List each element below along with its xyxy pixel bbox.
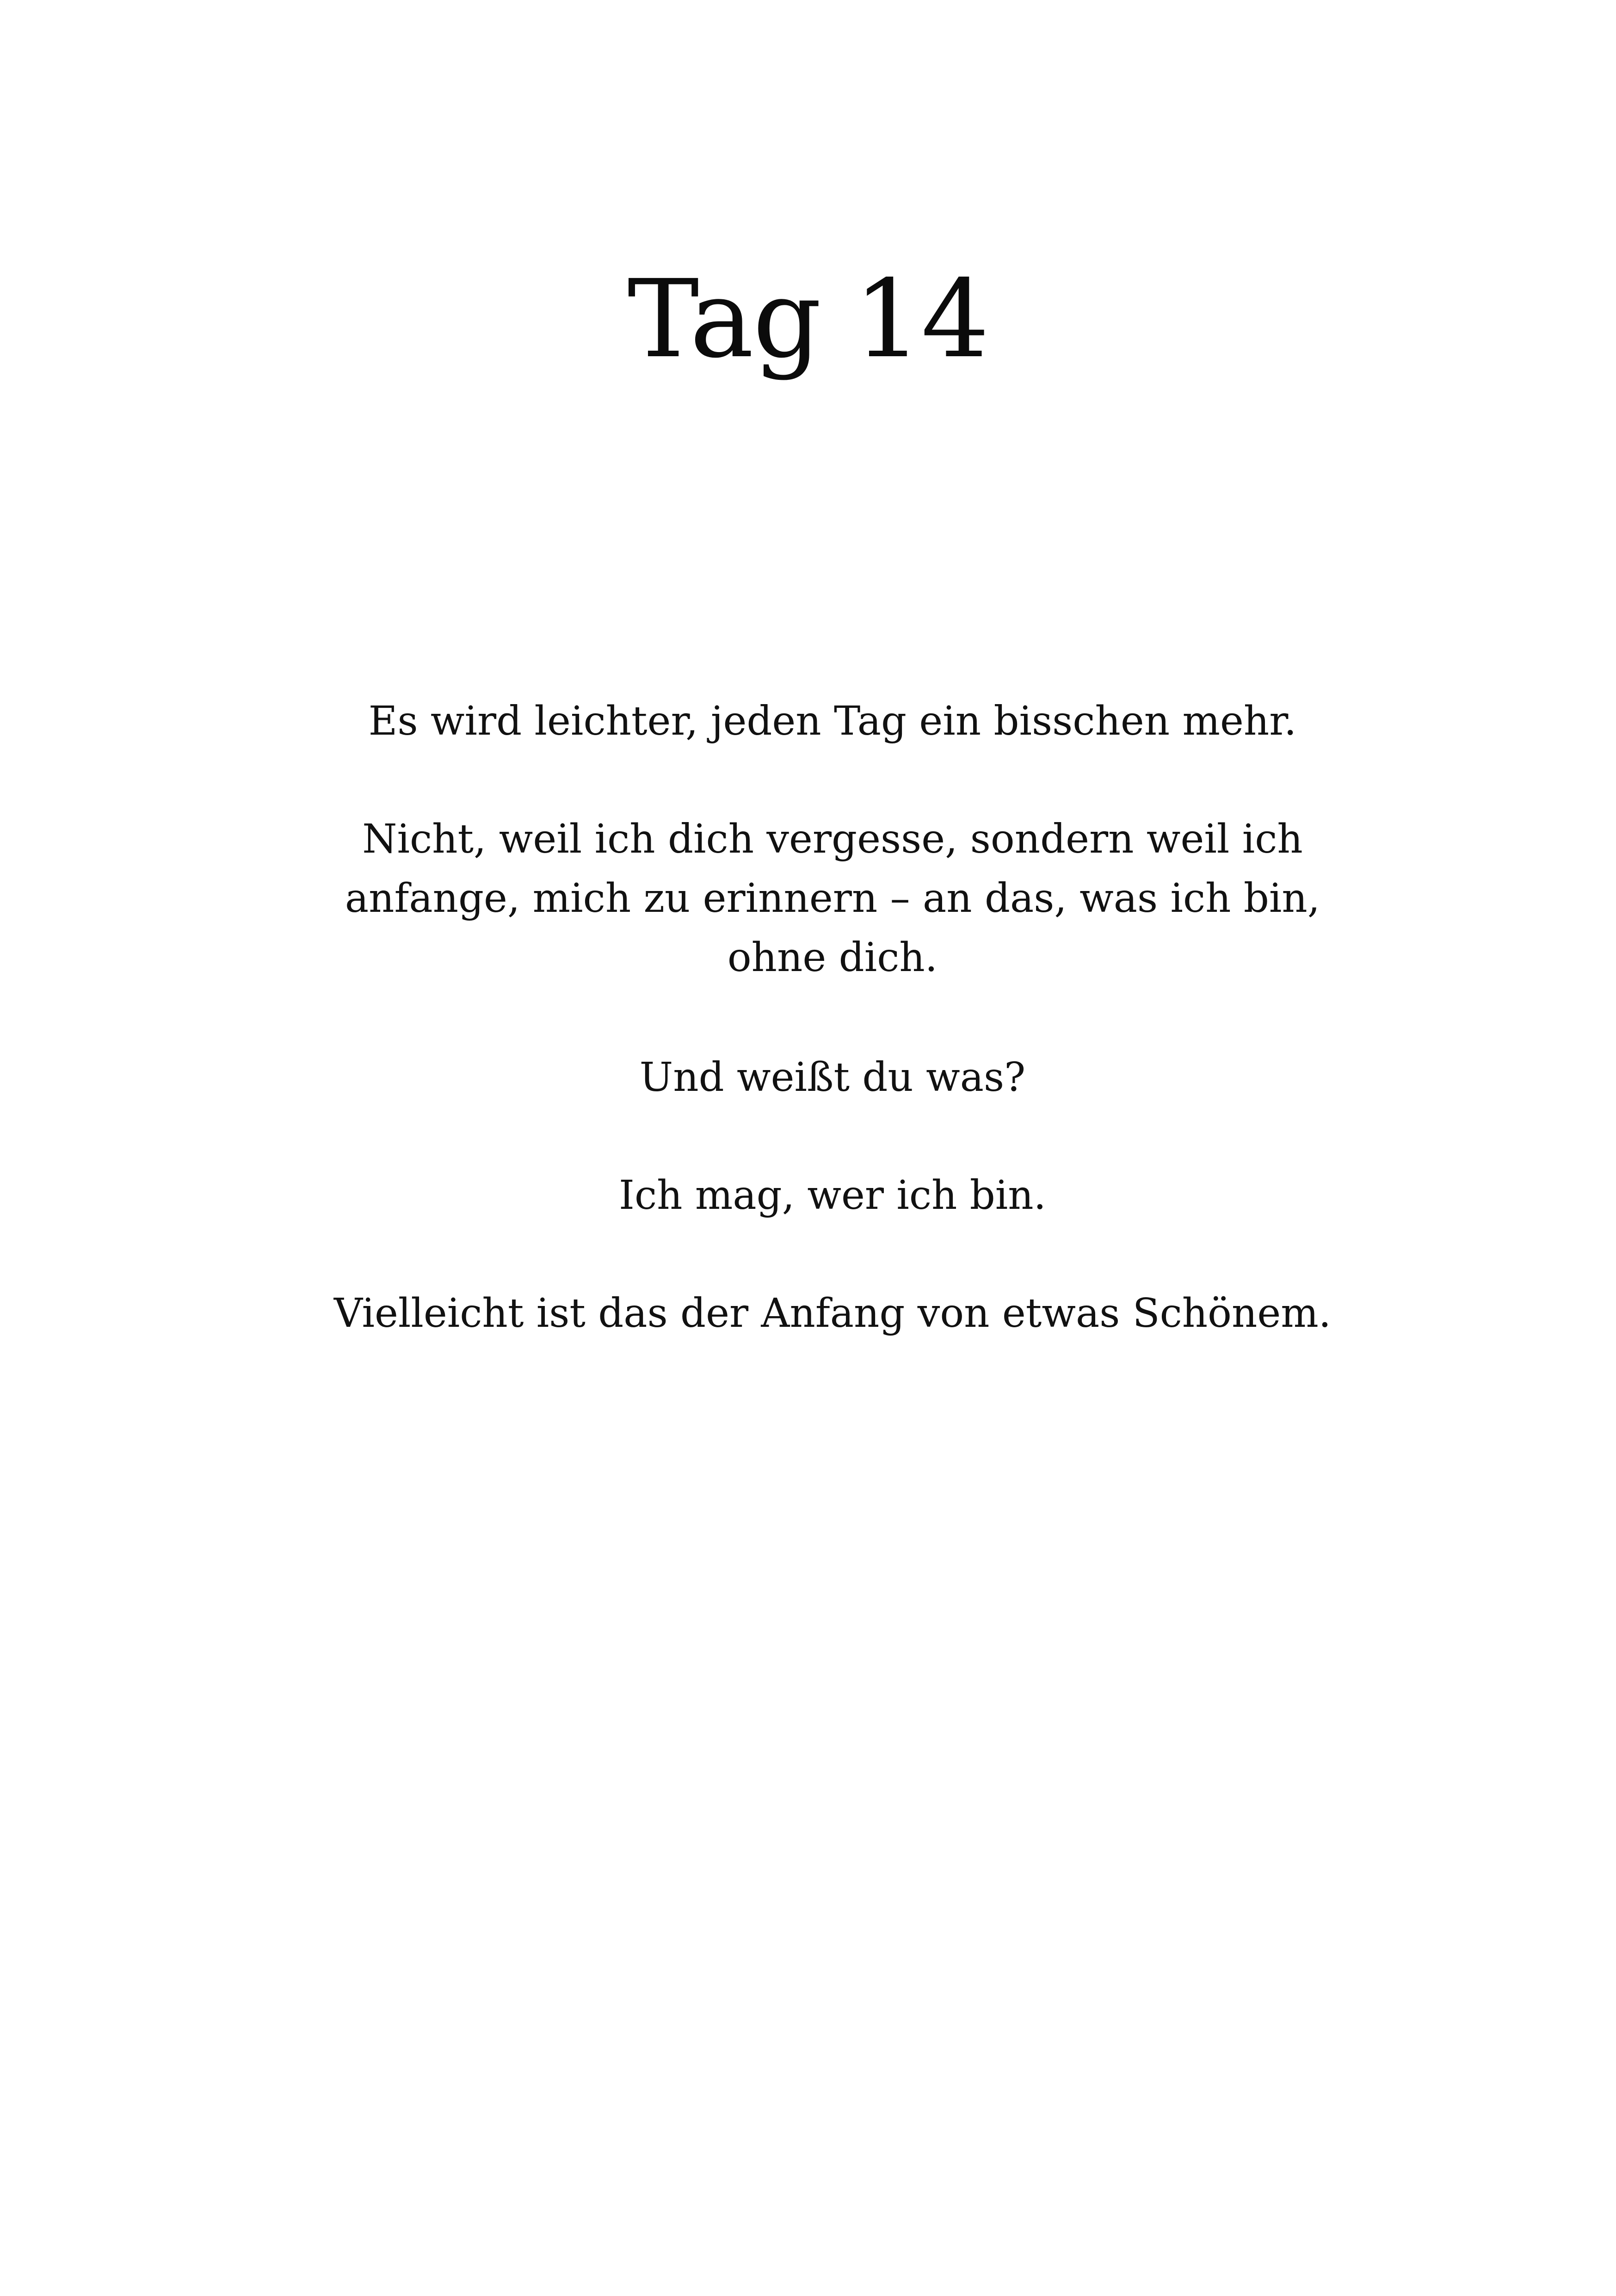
paragraph-3: Und weißt du was? (639, 1054, 1026, 1101)
paragraph-2: Nicht, weil ich dich vergesse, sondern weil ich anfange, mich zu erinnern – an das, was ich bin, ohne dich. (345, 816, 1320, 981)
paragraph-4: Ich mag, wer ich bin. (618, 1172, 1047, 1219)
paragraph-5: Vielleicht ist das der Anfang von etwas Schönem. (333, 1290, 1332, 1337)
page-title: Tag 14 (627, 257, 989, 382)
paragraph-1: Es wird leichter, jeden Tag ein bisschen mehr. (368, 698, 1297, 744)
